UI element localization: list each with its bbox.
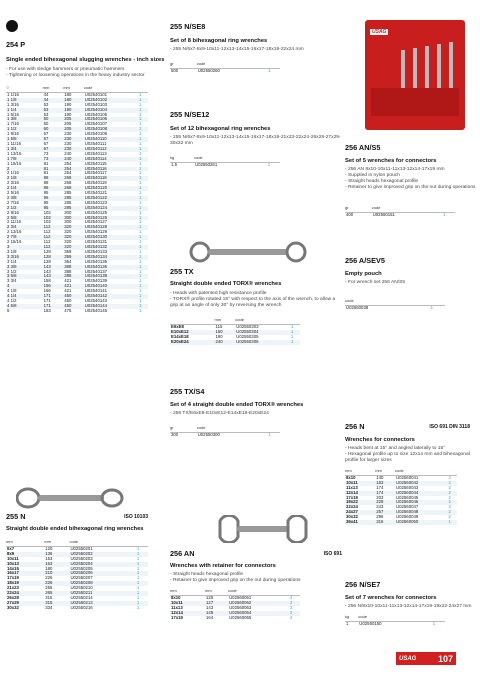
iso-label: ISO 691 — [323, 551, 342, 557]
section-255tx — [170, 267, 342, 345]
bullet: - Retainer to give improved grip on the nut during operations — [170, 578, 301, 583]
table-row: E14xE18 190 U02550305 1 — [171, 333, 294, 339]
table-row: 2 13/16 112 320 U02540129 1 — [7, 229, 142, 235]
product-title: Empty pouch — [345, 271, 382, 277]
brand-logo: USAG — [399, 655, 417, 662]
section-255tx-s4 — [170, 387, 342, 438]
table-row: 12x14 145 U02560064 2 — [170, 611, 300, 616]
connector-wrench-photo — [218, 515, 308, 543]
pouch-photo — [365, 20, 465, 130]
spec-table: gr code 400 U02560151 1 — [345, 205, 455, 218]
section-256an — [170, 549, 342, 620]
table-row: 4 5/8 171 450 U02540144 1 — [6, 304, 148, 309]
column-middle — [170, 0, 342, 679]
bullet: - Hexagonal profile up to size 12x14 mm and bihexagonal profile for larger sizes — [345, 452, 470, 463]
section-254p — [6, 20, 168, 314]
table-row: 16x17 210 U02550206 1 — [6, 571, 148, 576]
column-left — [6, 0, 168, 679]
section-256n-se7 — [345, 580, 480, 627]
pouch-logo: USAG — [372, 29, 387, 35]
section-256a-sev5 — [345, 256, 480, 311]
table-row: 2 7/16 95 285 U02540123 1 — [7, 199, 142, 205]
section-255n — [6, 512, 148, 611]
table-row: 8x9 136 U02550202 1 — [6, 552, 148, 557]
product-title: Set of 5 wrenches for connectors — [345, 158, 437, 164]
product-title: Straight double ended TORX® wrenches — [170, 281, 282, 287]
page-footer — [396, 652, 456, 665]
bullet: - Heads bent at 15° and angled laterally to 15° — [345, 446, 446, 451]
table-row: 2 3/4 112 320 U02540128 1 — [6, 225, 148, 230]
bullet: - For use with sledge hammers or pneumatic hammers — [6, 67, 125, 72]
table-row: 2 5/8 102 300 U02540126 1 — [6, 216, 148, 221]
table-row: 30x32 334 U02550216 1 — [7, 604, 140, 610]
table-row: 27x29 315 U02550213 1 — [6, 601, 148, 606]
table-row: 10x11 153 U02560042 2 — [345, 481, 457, 486]
product-title: Set of 12 bihexagonal ring wrenches — [170, 126, 271, 132]
table-row: 6x7 120 U02550201 1 — [7, 545, 140, 551]
product-code: 256 AN — [170, 549, 195, 558]
table-row: 1 15/16 81 254 U02540115 1 — [7, 160, 142, 166]
table-row: 2 1/8 88 268 U02540118 1 — [6, 176, 148, 181]
table-row: 4 1/2 171 450 U02540143 1 — [7, 297, 142, 303]
product-code: 254 P — [6, 40, 26, 49]
bullet: - Retainer to give improved grip on the nut during operations — [345, 185, 476, 190]
table-row: 30x32 296 U02560049 2 — [346, 514, 451, 520]
table-row: 2 1/2 95 285 U02540124 1 — [6, 206, 148, 211]
table-row: 3 5/8 143 388 U02540138 1 — [6, 274, 148, 279]
table-row: 11x13 143 U02560063 2 — [171, 604, 293, 610]
product-code: 255 TX — [170, 267, 194, 276]
product-code: 256 N/SE7 — [345, 580, 381, 589]
spec-table: gr code 300 U02550300 1 — [170, 425, 280, 438]
table-row: 1 1/16 44 180 U02540101 1 — [7, 91, 142, 97]
spec-table: mm mm code 6x7 120 U02550201 1 8x9 136 U02550202 1 10x11 153 U02550203 1 10x13 163 U02550204 1 14x15 180 U02550205 1 16x17 210 U02550206 1 17x19 226 U02550207 1 18x19 226 U02550208 1 21x23 255 U02550210 1 22x24 265 U02550211 1 26x28 315 U02550214 1 27x29 315 U02550213 1 30x32 334 U02550216 1 — [6, 539, 148, 611]
section-256n — [345, 422, 480, 525]
table-row: 3 1/4 128 364 U02540135 1 — [7, 258, 142, 264]
table-row: 8x10 140 U02560041 2 — [346, 474, 451, 480]
section-255n-se8 — [170, 22, 342, 74]
table-row: 2 9/16 102 300 U02540125 1 — [7, 209, 142, 215]
table-row: 22x24 265 U02550211 1 — [6, 591, 148, 596]
product-title: Straight double ended bihexagonal ring wrenches — [6, 526, 144, 532]
bullet: - 255 TX/E6xE8-E10xE12-E14xE18-E20xE24 — [170, 411, 269, 416]
table-row: 1 5/16 53 190 U02540105 1 — [7, 111, 142, 117]
column-right — [345, 0, 480, 679]
product-code: 255 N — [6, 512, 26, 521]
table-row: 1 13/16 73 240 U02540113 1 — [7, 150, 142, 156]
table-row: 1 9/16 67 230 U02540109 1 — [7, 131, 142, 137]
table-row: 2 11/16 102 300 U02540127 1 — [7, 219, 142, 225]
table-row: E6xE8 115 U02550303 1 — [171, 323, 294, 329]
spec-table: kg code 1,5 U02550261 1 — [170, 155, 280, 168]
table-row: 3 112 320 U02540132 1 — [6, 245, 148, 250]
section-255n-se12 — [170, 110, 342, 168]
wrench-photo — [16, 485, 126, 511]
table-row: 24x27 257 U02560048 2 — [345, 510, 457, 515]
table-row: 1 11/16 67 230 U02540111 1 — [7, 140, 142, 146]
table-row: 2 3/16 88 268 U02540119 1 — [7, 180, 142, 186]
table-row: 10x11 127 U02560062 2 — [170, 601, 300, 606]
table-row: 4 1/4 171 450 U02540142 1 — [6, 294, 148, 299]
bullet: - 256 AN 8x10-10x11-11x13-12x14-17x19 mm — [345, 167, 445, 172]
bullet: - 255 N/6x7-8x9-10x11-12x13-14x15-16x17-18x19-21x23-22x24-26x28-27x29-30x32 mm — [170, 135, 341, 146]
table-row: 17x19 164 U02560065 2 — [171, 614, 293, 620]
table-row: 1 5/8 67 230 U02540110 1 — [6, 137, 148, 142]
table-row: 2 81 254 U02540116 1 — [6, 167, 148, 172]
product-title: Set of 4 straight double ended TORX® wrenches — [170, 402, 304, 408]
table-row: 10x11 153 U02550203 1 — [7, 555, 140, 561]
bullet: - For wrench set 256 AN/S5 — [345, 280, 406, 285]
product-code: 256 AN/S5 — [345, 143, 381, 152]
iso-label: ISO 10103 — [124, 514, 148, 520]
page-number: 107 — [437, 653, 453, 664]
table-row: 14x15 180 U02550205 1 — [7, 565, 140, 571]
product-code: 255 TX/S4 — [170, 387, 205, 396]
table-row: 1 3/8 60 205 U02540106 1 — [6, 117, 148, 122]
spec-table: ○ mm mm code 1 1/16 44 180 U02540101 1 1 1/8 44 180 U02540102 1 1 3/16 53 190 U02540103 1 1 1/4 53 190 U02540104 1 1 5/16 53 190 U02540105 1 1 3/8 60 205 U02540106 1 1 7/16 60 205 U02540107 1 1 1/2 60 205 U02540108 1 1 9/16 67 230 U02540109 1 1 5/8 67 230 U02540110 1 1 11/16 67 230 U02540111 1 1 3/4 67 230 U02540112 1 1 13/16 73 240 U02540113 1 1 7/8 73 240 U02540114 1 1 15/16 81 254 U02540115 1 2 81 254 U02540116 1 2 1/16 81 254 U02540117 1 2 1/8 88 268 U02540118 1 2 3/16 88 268 U02540119 1 2 1/4 88 268 U02540120 1 2 5/16 95 285 U02540121 1 2 3/8 95 285 U02540122 1 2 7/16 95 285 U02540123 1 2 1/2 95 285 U02540124 1 2 9/16 102 300 U02540125 1 2 5/8 102 300 U02540126 1 2 11/16 102 300 U02540127 1 2 3/4 112 320 U02540128 1 2 13/16 112 320 U02540129 1 2 7/8 112 320 U02540130 1 2 15/16 112 320 U02540131 1 3 112 320 U02540132 1 3 1/8 128 359 U02540133 1 3 3/16 128 359 U02540134 1 3 1/4 128 364 U02540135 1 3 3/8 143 388 U02540136 1 3 1/2 143 388 U02540137 1 3 5/8 143 388 U02540138 1 3 3/4 158 421 U02540139 1 4 156 421 U02540140 1 4 1/8 156 421 U02540141 1 4 1/4 171 450 U02540142 1 4 1/2 171 450 U02540143 1 4 5/8 171 450 U02540144 1 5 183 475 U02540145 1 — [6, 85, 148, 314]
table-row: 36x41 316 U02560050 1 — [345, 520, 457, 525]
iso-label: ISO 691 DIN 3118 — [429, 424, 470, 430]
table-row: 3 1/8 128 359 U02540133 1 — [7, 248, 142, 254]
table-row: 1 1/2 60 205 U02540108 1 — [6, 127, 148, 132]
product-code: 256 N — [345, 422, 365, 431]
bullet: - Supplied in nylon pouch — [345, 173, 400, 178]
product-code: 255 N/SE12 — [170, 110, 210, 119]
table-row: 21x23 255 U02550210 1 — [7, 585, 140, 591]
section-256an-s5 — [345, 143, 480, 218]
table-row: 18x19 226 U02550208 1 — [6, 581, 148, 586]
hex-icon — [6, 20, 18, 32]
bullet: - 255 N/6x7-8x9-10x11-12x13-14x15-16x17-18x19-22x24 mm — [170, 47, 304, 52]
table-row: 8x10 125 U02560061 2 — [171, 594, 293, 600]
bullet: - 256 N/8x10-10x11-11x13-12x14-17x19-19x22-24x27 mm — [345, 604, 472, 609]
table-row: 2 1/4 88 268 U02540120 1 — [6, 186, 148, 191]
table-row: 2 7/8 112 320 U02540130 1 — [6, 235, 148, 240]
table-row: 2 1/16 81 254 U02540117 1 — [7, 170, 142, 176]
ring-icon: ○ — [6, 85, 43, 92]
bullet: - Tightening or loosening operations in the heavy industry sector — [6, 73, 145, 78]
table-row: E10xE12 150 U02550304 1 — [170, 330, 300, 335]
table-row: 4 156 421 U02540140 1 — [6, 284, 148, 289]
wrenches-in-pouch — [365, 30, 465, 120]
table-row: 3 1/2 143 388 U02540137 1 — [7, 268, 142, 274]
spec-table: mm mm code 8x10 140 U02560041 2 10x11 153 U02560042 2 11x13 174 U02560043 2 12x14 174 U02560044 2 17x19 203 U02560045 2 19x22 228 U02560046 2 22x24 243 U02560047 2 24x27 257 U02560048 2 30x32 296 U02560049 2 36x41 316 U02560050 1 — [345, 468, 457, 525]
table-row: 11x13 174 U02560043 2 — [346, 484, 451, 490]
table-row: 12x14 174 U02560044 2 — [345, 491, 457, 496]
table-row: 5 183 475 U02540145 1 — [7, 307, 142, 313]
product-title: Wrenches for connectors — [345, 437, 415, 443]
product-title: Set of 7 wrenches for connectors — [345, 595, 437, 601]
table-row: 3 3/4 158 421 U02540139 1 — [7, 278, 142, 284]
spec-table: mm code E6xE8 115 U02550303 1 E10xE12 150 U02550304 1 E14xE18 190 U02550305 1 E20xE24 240 U02550306 1 — [170, 317, 300, 345]
table-row: 2 15/16 112 320 U02540131 1 — [7, 239, 142, 245]
torx-wrench-photo — [188, 240, 308, 264]
table-row: 1 3/4 67 230 U02540112 1 — [6, 147, 148, 152]
table-row: 1 1/8 44 180 U02540102 1 — [6, 98, 148, 103]
table-row: 3 3/16 128 359 U02540134 1 — [6, 255, 148, 260]
product-code: 255 N/SE8 — [170, 22, 206, 31]
table-row: E20xE24 240 U02550306 1 — [170, 340, 300, 345]
table-row: 1 1/4 53 190 U02540104 1 — [6, 108, 148, 113]
spec-table: mm mm code 8x10 125 U02560061 2 10x11 127 U02560062 2 11x13 143 U02560063 2 12x14 145 U02560064 2 17x19 164 U02560065 2 — [170, 588, 300, 620]
product-title: Set of 8 bihexagonal ring wrenches — [170, 38, 268, 44]
spec-table: code U02560038 1 — [345, 298, 445, 311]
table-row: 1 7/16 60 205 U02540107 1 — [7, 121, 142, 127]
table-row: 2 5/16 95 285 U02540121 1 — [7, 190, 142, 196]
bullet: - Heads with patented high resistance profile — [170, 291, 267, 296]
table-row: 26x28 315 U02550214 1 — [7, 594, 140, 600]
spec-table: kg code 1 U02560150 1 — [345, 614, 445, 627]
table-row: 17x19 226 U02550207 1 — [7, 575, 140, 581]
product-code: 256 A/SEV5 — [345, 256, 385, 265]
product-title: Wrenches with retainer for connectors — [170, 563, 276, 569]
bullet: - Straight heads hexagonal profile — [345, 179, 419, 184]
table-row: 19x22 228 U02560046 2 — [345, 500, 457, 505]
table-row: 17x19 203 U02560045 2 — [346, 494, 451, 500]
table-row: 1 7/8 73 240 U02540114 1 — [6, 157, 148, 162]
product-title: Single ended bihexagonal slugging wrenches - inch sizes — [6, 57, 165, 63]
table-row: 2 3/8 95 285 U02540122 1 — [6, 196, 148, 201]
bullet: - TORX® profile rotated 15° with respect to the axis of the wrench, to allow a grip at an angle of only 30° by reversing the wrench — [170, 297, 336, 308]
table-row: 10x13 163 U02550204 1 — [6, 562, 148, 567]
table-row: 4 1/8 156 421 U02540141 1 — [7, 288, 142, 294]
table-row: 3 3/8 143 388 U02540136 1 — [6, 265, 148, 270]
table-row: 1 3/16 53 190 U02540103 1 — [7, 101, 142, 107]
bullet: - Straight heads hexagonal profile — [170, 572, 244, 577]
spec-table: gr code 500 U02550260 1 — [170, 61, 280, 74]
table-row: 22x24 243 U02560047 2 — [346, 504, 451, 510]
